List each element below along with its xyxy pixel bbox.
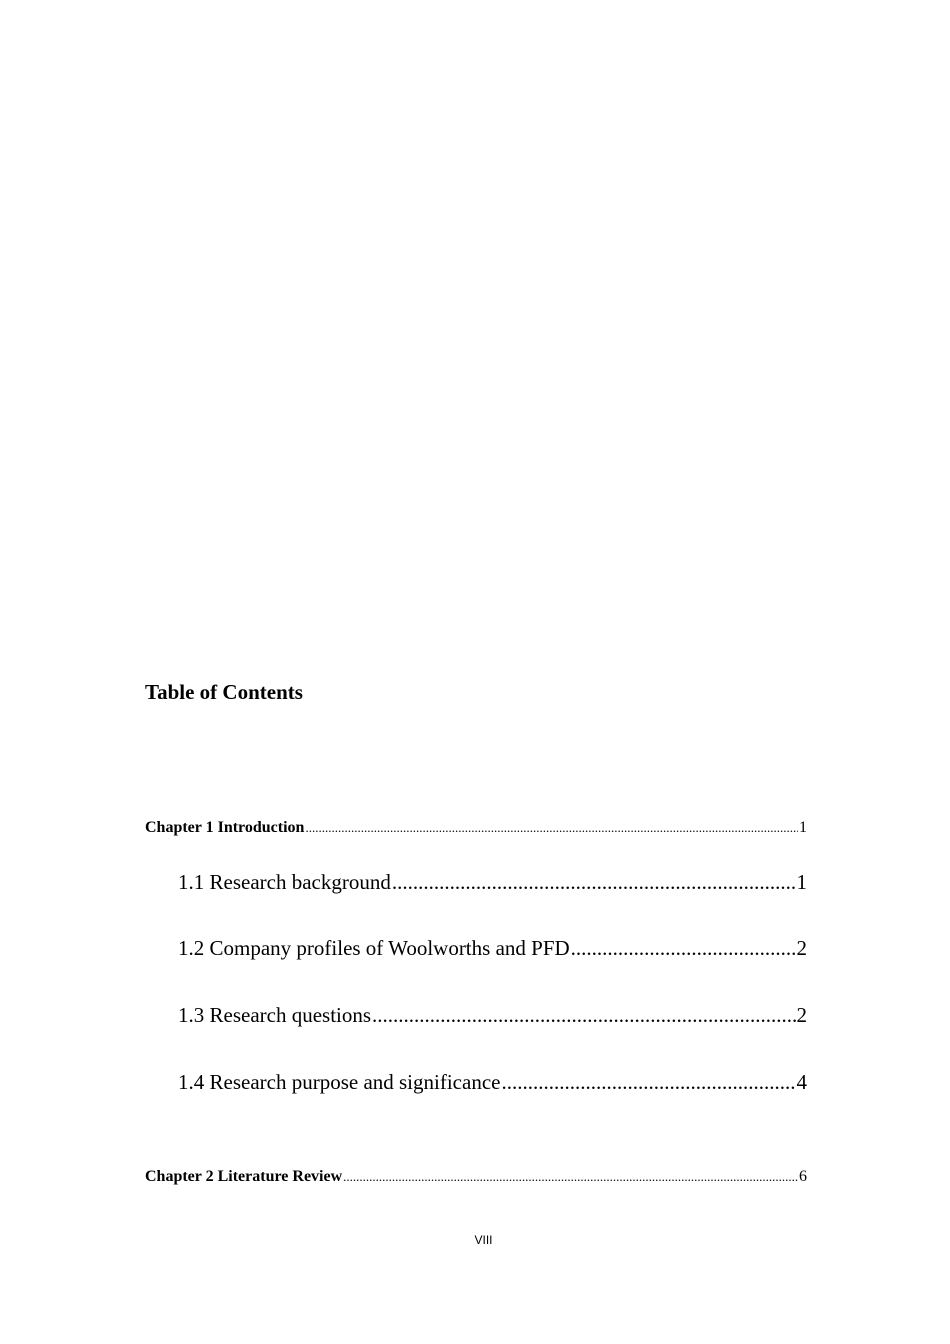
toc-entry-label: 1.4 Research purpose and significance: [178, 1070, 501, 1094]
page-number: VIII: [474, 1233, 493, 1247]
toc-entry-label: 1.1 Research background: [178, 870, 391, 894]
toc-dot-leader: [305, 817, 798, 839]
toc-title: Table of Contents: [145, 680, 303, 704]
toc-entry-label: 1.2 Company profiles of Woolworths and PFD: [178, 936, 570, 960]
toc-entry-page: 1: [799, 819, 807, 836]
toc-entry-label: Chapter 1 Introduction: [145, 819, 305, 836]
toc-entry-page: 2: [796, 936, 807, 960]
toc-dot-leader: [501, 1068, 795, 1096]
toc-dot-leader: [372, 1001, 795, 1029]
toc-entry-section-1-4[interactable]: [178, 1068, 807, 1096]
toc-entry-section-1-3[interactable]: [178, 1001, 807, 1029]
toc-dot-leader: [571, 934, 796, 962]
toc-entry-section-1-1[interactable]: [178, 868, 807, 896]
toc-entry-page: 4: [796, 1070, 807, 1094]
toc-entry-page: 6: [799, 1168, 807, 1185]
toc-dot-leader: [343, 1166, 798, 1188]
toc-entry-page: 1: [796, 870, 807, 894]
toc-entry-section-1-2[interactable]: [178, 934, 807, 962]
toc-entry-label: Chapter 2 Literature Review: [145, 1168, 343, 1185]
toc-dot-leader: [392, 868, 796, 896]
toc-entry-chapter-2[interactable]: [145, 1166, 807, 1188]
toc-entry-chapter-1[interactable]: [145, 817, 807, 839]
toc-entry-page: 2: [796, 1003, 807, 1027]
toc-entry-label: 1.3 Research questions: [178, 1003, 372, 1027]
